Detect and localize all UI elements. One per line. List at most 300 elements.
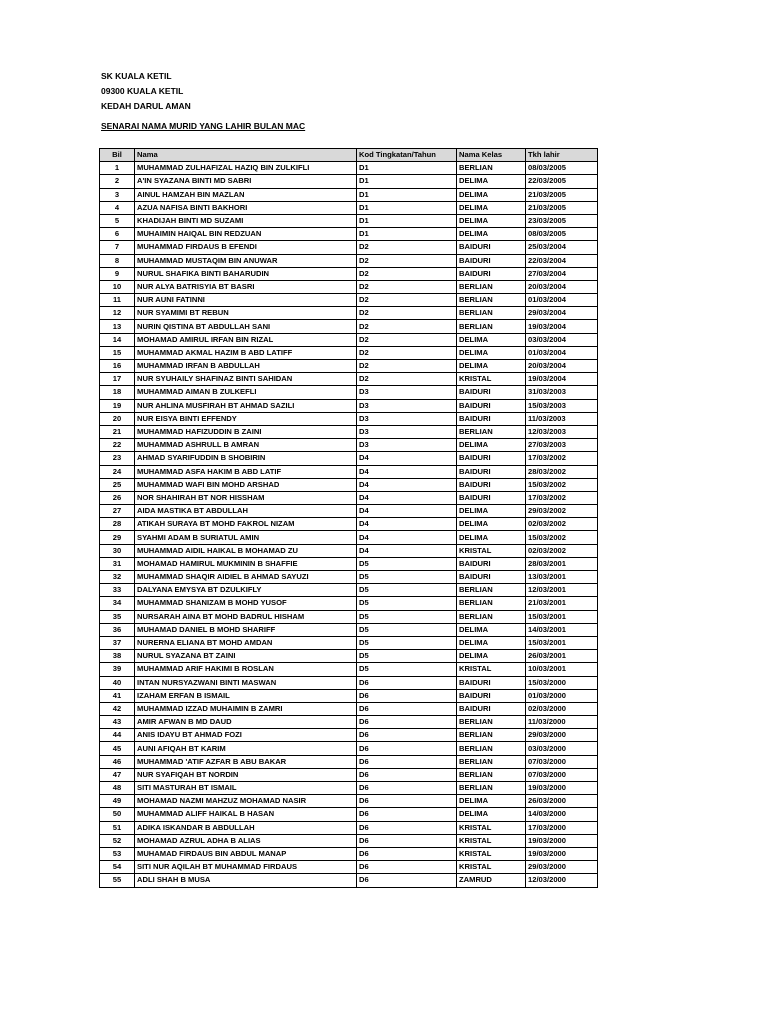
cell-bil: 26 (100, 491, 135, 504)
school-address: 09300 KUALA KETIL (101, 86, 184, 96)
cell-bil: 9 (100, 267, 135, 280)
table-row (100, 834, 598, 847)
cell-kod: D1 (357, 175, 457, 188)
cell-lahir: 15/03/2001 (526, 610, 598, 623)
cell-nama: MUHAMMAD IRFAN B ABDULLAH (135, 360, 357, 373)
cell-bil: 48 (100, 782, 135, 795)
table-body (100, 162, 598, 887)
table-row (100, 584, 598, 597)
cell-kod: D4 (357, 452, 457, 465)
cell-kod: D6 (357, 755, 457, 768)
cell-lahir: 14/03/2000 (526, 808, 598, 821)
cell-kelas: BERLIAN (457, 742, 526, 755)
cell-kelas: KRISTAL (457, 663, 526, 676)
cell-nama: MUHAMMAD HAFIZUDDIN B ZAINI (135, 425, 357, 438)
cell-kelas: BAIDURI (457, 452, 526, 465)
cell-kod: D2 (357, 333, 457, 346)
cell-nama: IZAHAM ERFAN B ISMAIL (135, 689, 357, 702)
table-row (100, 439, 598, 452)
cell-bil: 37 (100, 636, 135, 649)
cell-bil: 15 (100, 346, 135, 359)
header-kelas: Nama Kelas (457, 149, 526, 162)
cell-nama: ADLI SHAH B MUSA (135, 874, 357, 887)
cell-nama: AZUA NAFISA BINTI BAKHORI (135, 201, 357, 214)
cell-kelas: ZAMRUD (457, 874, 526, 887)
cell-lahir: 03/03/2004 (526, 333, 598, 346)
cell-kod: D2 (357, 241, 457, 254)
cell-bil: 7 (100, 241, 135, 254)
cell-kelas: DELIMA (457, 531, 526, 544)
cell-bil: 4 (100, 201, 135, 214)
cell-bil: 55 (100, 874, 135, 887)
cell-lahir: 01/03/2004 (526, 346, 598, 359)
table-row (100, 808, 598, 821)
cell-kod: D2 (357, 294, 457, 307)
cell-lahir: 23/03/2005 (526, 214, 598, 227)
cell-kelas: BAIDURI (457, 465, 526, 478)
cell-kelas: BERLIAN (457, 307, 526, 320)
table-row (100, 702, 598, 715)
cell-nama: MUHAMMAD ARIF HAKIMI B ROSLAN (135, 663, 357, 676)
cell-kelas: BAIDURI (457, 702, 526, 715)
cell-kelas: BERLIAN (457, 782, 526, 795)
cell-nama: NURIN QISTINA BT ABDULLAH SANI (135, 320, 357, 333)
cell-kod: D1 (357, 188, 457, 201)
cell-bil: 19 (100, 399, 135, 412)
cell-kelas: BAIDURI (457, 689, 526, 702)
cell-kod: D6 (357, 861, 457, 874)
cell-kelas: BERLIAN (457, 729, 526, 742)
cell-bil: 14 (100, 333, 135, 346)
table-row (100, 360, 598, 373)
cell-kelas: BAIDURI (457, 676, 526, 689)
cell-nama: MUHAMMAD AIMAN B ZULKEFLI (135, 386, 357, 399)
cell-lahir: 11/03/2000 (526, 716, 598, 729)
cell-kelas: DELIMA (457, 439, 526, 452)
cell-nama: MUHAMMAD SHAQIR AIDIEL B AHMAD SAYUZI (135, 571, 357, 584)
table-row (100, 874, 598, 887)
cell-nama: MUHAMMAD AIDIL HAIKAL B MOHAMAD ZU (135, 544, 357, 557)
cell-kod: D2 (357, 267, 457, 280)
cell-bil: 17 (100, 373, 135, 386)
cell-bil: 28 (100, 518, 135, 531)
header-lahir: Tkh lahir (526, 149, 598, 162)
cell-lahir: 17/03/2002 (526, 452, 598, 465)
cell-lahir: 12/03/2003 (526, 425, 598, 438)
cell-lahir: 15/03/2003 (526, 399, 598, 412)
cell-lahir: 19/03/2004 (526, 320, 598, 333)
cell-lahir: 19/03/2004 (526, 373, 598, 386)
cell-lahir: 20/03/2004 (526, 360, 598, 373)
cell-bil: 27 (100, 505, 135, 518)
table-row (100, 821, 598, 834)
cell-bil: 49 (100, 795, 135, 808)
cell-kod: D6 (357, 782, 457, 795)
cell-kod: D2 (357, 280, 457, 293)
table-row (100, 663, 598, 676)
cell-lahir: 27/03/2003 (526, 439, 598, 452)
cell-kod: D3 (357, 439, 457, 452)
cell-kelas: KRISTAL (457, 834, 526, 847)
table-row (100, 610, 598, 623)
cell-kelas: DELIMA (457, 623, 526, 636)
table-row (100, 597, 598, 610)
cell-nama: NUR SYAMIMI BT REBUN (135, 307, 357, 320)
cell-bil: 51 (100, 821, 135, 834)
cell-lahir: 02/03/2002 (526, 518, 598, 531)
cell-kod: D1 (357, 162, 457, 175)
cell-bil: 41 (100, 689, 135, 702)
cell-bil: 13 (100, 320, 135, 333)
cell-kelas: BAIDURI (457, 267, 526, 280)
cell-bil: 6 (100, 228, 135, 241)
cell-lahir: 01/03/2000 (526, 689, 598, 702)
cell-lahir: 17/03/2002 (526, 491, 598, 504)
cell-kod: D6 (357, 821, 457, 834)
cell-kod: D3 (357, 425, 457, 438)
cell-kod: D1 (357, 214, 457, 227)
cell-lahir: 08/03/2005 (526, 228, 598, 241)
cell-bil: 5 (100, 214, 135, 227)
cell-bil: 30 (100, 544, 135, 557)
table-row (100, 465, 598, 478)
cell-kod: D6 (357, 742, 457, 755)
cell-kod: D4 (357, 505, 457, 518)
cell-bil: 53 (100, 847, 135, 860)
cell-nama: NURUL SYAZANA BT ZAINI (135, 650, 357, 663)
cell-bil: 40 (100, 676, 135, 689)
document-title: SENARAI NAMA MURID YANG LAHIR BULAN MAC (101, 121, 306, 131)
cell-kod: D1 (357, 228, 457, 241)
cell-kod: D3 (357, 412, 457, 425)
cell-kod: D6 (357, 768, 457, 781)
cell-kod: D4 (357, 491, 457, 504)
cell-lahir: 26/03/2001 (526, 650, 598, 663)
cell-lahir: 13/03/2001 (526, 571, 598, 584)
cell-kod: D6 (357, 729, 457, 742)
cell-lahir: 07/03/2000 (526, 755, 598, 768)
table-row (100, 557, 598, 570)
table-row (100, 412, 598, 425)
cell-kelas: KRISTAL (457, 847, 526, 860)
cell-nama: MOHAMAD AMIRUL IRFAN BIN RIZAL (135, 333, 357, 346)
cell-kelas: BAIDURI (457, 571, 526, 584)
cell-lahir: 21/03/2001 (526, 597, 598, 610)
cell-lahir: 27/03/2004 (526, 267, 598, 280)
cell-kod: D4 (357, 531, 457, 544)
cell-kelas: BERLIAN (457, 755, 526, 768)
cell-kelas: BERLIAN (457, 768, 526, 781)
cell-bil: 16 (100, 360, 135, 373)
cell-lahir: 14/03/2001 (526, 623, 598, 636)
cell-bil: 11 (100, 294, 135, 307)
cell-bil: 44 (100, 729, 135, 742)
cell-kod: D6 (357, 795, 457, 808)
cell-lahir: 11/03/2003 (526, 412, 598, 425)
cell-lahir: 26/03/2000 (526, 795, 598, 808)
cell-kod: D5 (357, 597, 457, 610)
cell-kod: D2 (357, 346, 457, 359)
table-row (100, 729, 598, 742)
cell-nama: MUHAMAD DANIEL B MOHD SHARIFF (135, 623, 357, 636)
cell-bil: 35 (100, 610, 135, 623)
cell-nama: NURERNA ELIANA BT MOHD AMDAN (135, 636, 357, 649)
cell-kod: D6 (357, 874, 457, 887)
cell-nama: MUHAMMAD ZULHAFIZAL HAZIQ BIN ZULKIFLI (135, 162, 357, 175)
cell-nama: NUR AUNI FATINNI (135, 294, 357, 307)
table-row (100, 201, 598, 214)
cell-kelas: BAIDURI (457, 412, 526, 425)
table-header-row (100, 149, 598, 162)
cell-lahir: 20/03/2004 (526, 280, 598, 293)
cell-lahir: 31/03/2003 (526, 386, 598, 399)
cell-bil: 46 (100, 755, 135, 768)
cell-bil: 8 (100, 254, 135, 267)
cell-kelas: DELIMA (457, 333, 526, 346)
cell-kelas: KRISTAL (457, 861, 526, 874)
cell-nama: KHADIJAH BINTI MD SUZAMI (135, 214, 357, 227)
table-row (100, 847, 598, 860)
cell-kod: D1 (357, 201, 457, 214)
cell-kod: D3 (357, 399, 457, 412)
cell-kelas: DELIMA (457, 175, 526, 188)
table-row (100, 531, 598, 544)
cell-bil: 43 (100, 716, 135, 729)
table-row (100, 768, 598, 781)
cell-kelas: KRISTAL (457, 544, 526, 557)
school-header (101, 69, 191, 114)
cell-nama: MUHAIMIN HAIQAL BIN REDZUAN (135, 228, 357, 241)
cell-kod: D6 (357, 716, 457, 729)
cell-nama: AMIR AFWAN B MD DAUD (135, 716, 357, 729)
table-row (100, 214, 598, 227)
cell-nama: MUHAMMAD SHANIZAM B MOHD YUSOF (135, 597, 357, 610)
cell-kod: D5 (357, 650, 457, 663)
cell-lahir: 29/03/2000 (526, 861, 598, 874)
cell-nama: MOHAMAD NAZMI MAHZUZ MOHAMAD NASIR (135, 795, 357, 808)
cell-bil: 38 (100, 650, 135, 663)
cell-nama: NUR ALYA BATRISYIA BT BASRI (135, 280, 357, 293)
cell-lahir: 08/03/2005 (526, 162, 598, 175)
cell-kelas: DELIMA (457, 636, 526, 649)
cell-kod: D2 (357, 373, 457, 386)
cell-bil: 42 (100, 702, 135, 715)
table-row (100, 452, 598, 465)
cell-nama: SITI MASTURAH BT ISMAIL (135, 782, 357, 795)
cell-bil: 33 (100, 584, 135, 597)
cell-nama: MUHAMMAD WAFI BIN MOHD ARSHAD (135, 478, 357, 491)
cell-lahir: 02/03/2002 (526, 544, 598, 557)
cell-lahir: 21/03/2005 (526, 188, 598, 201)
cell-kod: D4 (357, 544, 457, 557)
header-kod: Kod Tingkatan/Tahun (357, 149, 457, 162)
cell-kod: D4 (357, 478, 457, 491)
cell-kelas: DELIMA (457, 505, 526, 518)
cell-kod: D2 (357, 360, 457, 373)
cell-bil: 54 (100, 861, 135, 874)
cell-bil: 18 (100, 386, 135, 399)
cell-bil: 12 (100, 307, 135, 320)
cell-kod: D4 (357, 465, 457, 478)
cell-kod: D2 (357, 307, 457, 320)
table-row (100, 623, 598, 636)
cell-kod: D3 (357, 386, 457, 399)
cell-kelas: BAIDURI (457, 557, 526, 570)
cell-bil: 25 (100, 478, 135, 491)
table-row (100, 478, 598, 491)
cell-kelas: DELIMA (457, 808, 526, 821)
table-row (100, 399, 598, 412)
cell-nama: MOHAMAD HAMIRUL MUKMININ B SHAFFIE (135, 557, 357, 570)
cell-nama: MUHAMMAD ASHRULL B AMRAN (135, 439, 357, 452)
cell-nama: MUHAMMAD 'ATIF AZFAR B ABU BAKAR (135, 755, 357, 768)
cell-kelas: BERLIAN (457, 162, 526, 175)
cell-nama: NURSARAH AINA BT MOHD BADRUL HISHAM (135, 610, 357, 623)
cell-kelas: BERLIAN (457, 320, 526, 333)
table-row (100, 742, 598, 755)
cell-lahir: 15/03/2002 (526, 531, 598, 544)
cell-nama: SYAHMI ADAM B SURIATUL AMIN (135, 531, 357, 544)
cell-nama: AINUL HAMZAH BIN MAZLAN (135, 188, 357, 201)
cell-kod: D5 (357, 636, 457, 649)
cell-nama: DALYANA EMYSYA BT DZULKIFLY (135, 584, 357, 597)
school-state: KEDAH DARUL AMAN (101, 101, 191, 111)
table-row (100, 676, 598, 689)
cell-bil: 20 (100, 412, 135, 425)
table-row (100, 267, 598, 280)
cell-kod: D2 (357, 320, 457, 333)
table-row (100, 505, 598, 518)
cell-nama: MUHAMMAD FIRDAUS B EFENDI (135, 241, 357, 254)
table-row (100, 307, 598, 320)
cell-lahir: 29/03/2002 (526, 505, 598, 518)
cell-kelas: DELIMA (457, 214, 526, 227)
table-row (100, 280, 598, 293)
student-table (99, 148, 598, 888)
cell-lahir: 03/03/2000 (526, 742, 598, 755)
cell-lahir: 22/03/2005 (526, 175, 598, 188)
cell-lahir: 17/03/2000 (526, 821, 598, 834)
cell-kelas: DELIMA (457, 228, 526, 241)
cell-kelas: DELIMA (457, 360, 526, 373)
cell-bil: 47 (100, 768, 135, 781)
cell-lahir: 15/03/2000 (526, 676, 598, 689)
cell-kod: D4 (357, 518, 457, 531)
cell-nama: NURUL SHAFIKA BINTI BAHARUDIN (135, 267, 357, 280)
cell-kelas: BERLIAN (457, 294, 526, 307)
cell-nama: ADIKA ISKANDAR B ABDULLAH (135, 821, 357, 834)
cell-kelas: KRISTAL (457, 821, 526, 834)
cell-bil: 39 (100, 663, 135, 676)
cell-lahir: 19/03/2000 (526, 782, 598, 795)
cell-bil: 1 (100, 162, 135, 175)
cell-kelas: DELIMA (457, 201, 526, 214)
cell-bil: 34 (100, 597, 135, 610)
cell-lahir: 19/03/2000 (526, 847, 598, 860)
cell-bil: 45 (100, 742, 135, 755)
cell-kod: D6 (357, 676, 457, 689)
cell-kelas: BERLIAN (457, 280, 526, 293)
cell-nama: MUHAMAD FIRDAUS BIN ABDUL MANAP (135, 847, 357, 860)
cell-kod: D5 (357, 571, 457, 584)
cell-kelas: BERLIAN (457, 597, 526, 610)
cell-nama: INTAN NURSYAZWANI BINTI MASWAN (135, 676, 357, 689)
cell-kod: D5 (357, 584, 457, 597)
cell-kod: D5 (357, 663, 457, 676)
cell-lahir: 25/03/2004 (526, 241, 598, 254)
table-row (100, 188, 598, 201)
cell-kod: D6 (357, 702, 457, 715)
cell-kelas: BAIDURI (457, 399, 526, 412)
cell-nama: NUR AHLINA MUSFIRAH BT AHMAD SAZILI (135, 399, 357, 412)
cell-bil: 3 (100, 188, 135, 201)
cell-bil: 52 (100, 834, 135, 847)
cell-kelas: DELIMA (457, 518, 526, 531)
table-row (100, 544, 598, 557)
table-row (100, 650, 598, 663)
cell-bil: 32 (100, 571, 135, 584)
cell-kelas: DELIMA (457, 795, 526, 808)
cell-kelas: BERLIAN (457, 425, 526, 438)
table-row (100, 175, 598, 188)
cell-nama: NUR EISYA BINTI EFFENDY (135, 412, 357, 425)
cell-nama: MUHAMMAD AKMAL HAZIM B ABD LATIFF (135, 346, 357, 359)
table-row (100, 861, 598, 874)
table-row (100, 716, 598, 729)
cell-nama: ANIS IDAYU BT AHMAD FOZI (135, 729, 357, 742)
cell-kelas: BAIDURI (457, 386, 526, 399)
cell-bil: 24 (100, 465, 135, 478)
cell-nama: NUR SYAFIQAH BT NORDIN (135, 768, 357, 781)
table-row (100, 636, 598, 649)
cell-bil: 22 (100, 439, 135, 452)
school-name: SK KUALA KETIL (101, 71, 172, 81)
cell-bil: 2 (100, 175, 135, 188)
cell-kelas: DELIMA (457, 650, 526, 663)
table-row (100, 386, 598, 399)
table-row (100, 491, 598, 504)
cell-nama: AIDA MASTIKA BT ABDULLAH (135, 505, 357, 518)
cell-nama: NOR SHAHIRAH BT NOR HISSHAM (135, 491, 357, 504)
table-row (100, 228, 598, 241)
table-row (100, 755, 598, 768)
cell-nama: ATIKAH SURAYA BT MOHD FAKROL NIZAM (135, 518, 357, 531)
cell-nama: MUHAMMAD MUSTAQIM BIN ANUWAR (135, 254, 357, 267)
cell-nama: A'IN SYAZANA BINTI MD SABRI (135, 175, 357, 188)
cell-nama: MOHAMAD AZRUL ADHA B ALIAS (135, 834, 357, 847)
table-row (100, 346, 598, 359)
cell-kelas: BAIDURI (457, 478, 526, 491)
table-row (100, 571, 598, 584)
cell-nama: SITI NUR AQILAH BT MUHAMMAD FIRDAUS (135, 861, 357, 874)
cell-lahir: 29/03/2000 (526, 729, 598, 742)
cell-kelas: BAIDURI (457, 241, 526, 254)
cell-kod: D2 (357, 254, 457, 267)
cell-kelas: DELIMA (457, 346, 526, 359)
table-row (100, 294, 598, 307)
cell-bil: 36 (100, 623, 135, 636)
cell-lahir: 12/03/2000 (526, 874, 598, 887)
cell-kod: D5 (357, 610, 457, 623)
cell-bil: 31 (100, 557, 135, 570)
header-nama: Nama (135, 149, 357, 162)
cell-kod: D6 (357, 808, 457, 821)
cell-kod: D5 (357, 623, 457, 636)
table-row (100, 320, 598, 333)
cell-bil: 23 (100, 452, 135, 465)
cell-lahir: 22/03/2004 (526, 254, 598, 267)
table-row (100, 425, 598, 438)
